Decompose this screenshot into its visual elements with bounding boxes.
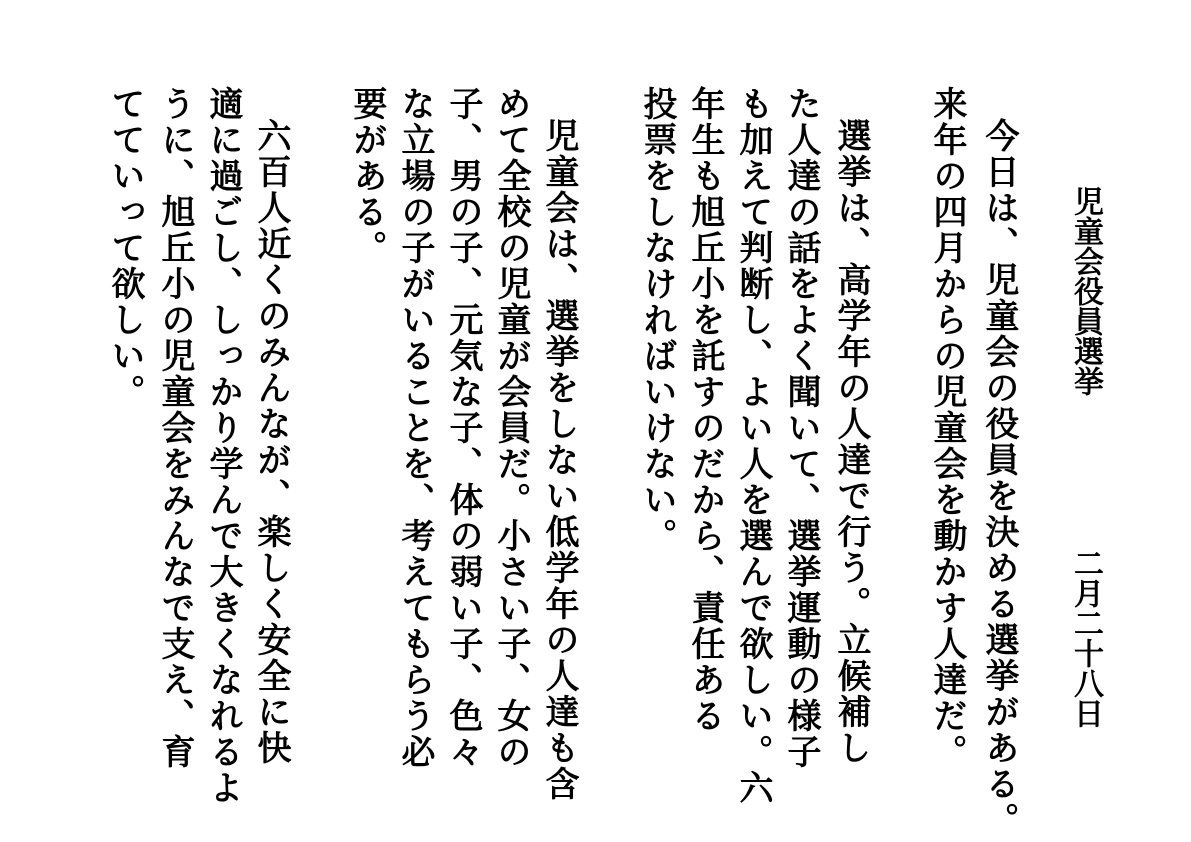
text-line-4: た人達の話をよく聞いて、選挙運動の様子: [781, 86, 821, 770]
text-line-11: な立場の子がいることを、考えてもらう必: [395, 86, 435, 770]
text-line-13: 六百人近くのみんなが、楽しく安全に快: [251, 118, 291, 766]
document-title: 児童会役員選挙: [1068, 186, 1103, 396]
text-line-1: 今日は、児童会の役員を決める選挙がある。: [979, 118, 1019, 838]
text-line-2: 来年の四月からの児童会を動かす人達だ。: [927, 86, 967, 770]
text-line-3: 選挙は、高学年の人達で行う。立候補し: [831, 118, 871, 766]
text-line-5: も加えて判断し、よい人を選んで欲しい。六: [733, 86, 773, 806]
text-line-14: 適に過ごし、しっかり学んで大きくなれるよ: [203, 86, 243, 806]
text-line-9: めて全校の児童が会員だ。小さい子、女の: [491, 86, 531, 770]
text-line-12: 要がある。: [347, 86, 387, 266]
text-line-7: 投票をしなければいけない。: [637, 86, 677, 554]
text-line-8: 児童会は、選挙をしない低学年の人達も含: [539, 118, 579, 802]
text-line-10: 子、男の子、元気な子、体の弱い子、色々: [443, 86, 483, 770]
text-line-6: 年生も旭丘小を託すのだから、責任ある: [685, 86, 725, 734]
text-line-16: てていって欲しい。: [105, 86, 145, 410]
document-date: 二月二十八日: [1068, 548, 1103, 728]
text-line-15: うに、旭丘小の児童会をみんなで支え、育: [155, 86, 195, 770]
